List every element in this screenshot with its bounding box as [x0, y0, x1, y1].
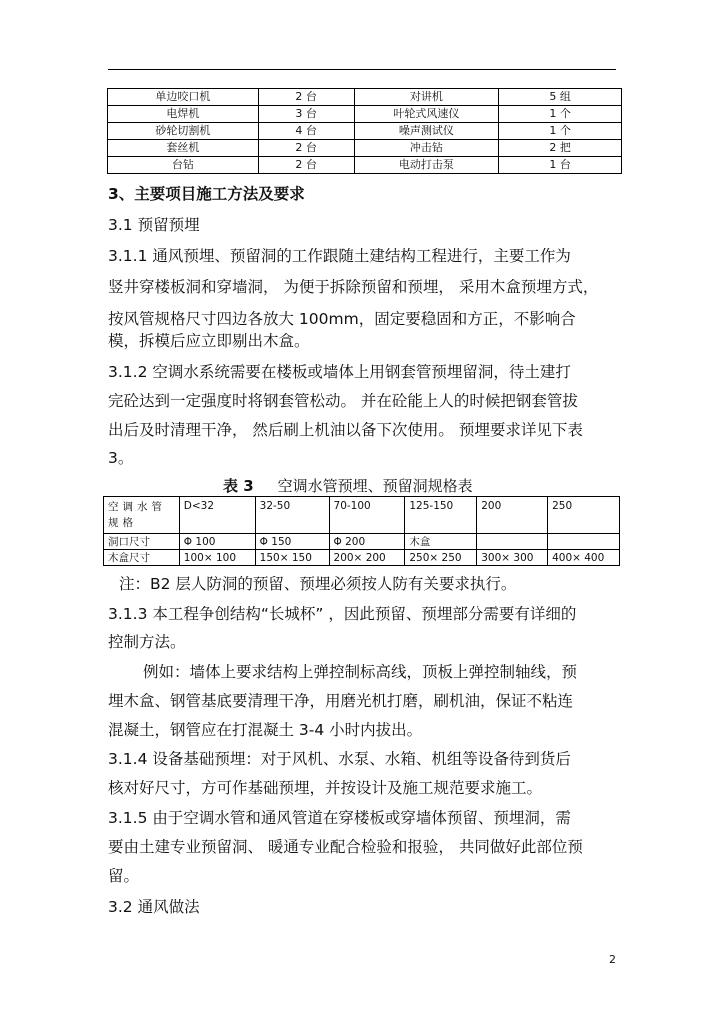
spec-table-row [104, 550, 620, 566]
table-cell: 噪声测试仪 [354, 123, 499, 140]
paragraph-line: 3.1.2 空调水系统需要在楼板或墙体上用钢套管预埋留洞，待土建打 [108, 363, 571, 381]
table-cell: 2 台 [258, 89, 354, 106]
table-cell: 5 组 [499, 89, 622, 106]
paragraph-line: 竖井穿楼板洞和穿墙洞， 为便于拆除预留和预埋， 采用木盒预埋方式， [108, 278, 599, 296]
table-cell: 150× 150 [255, 550, 329, 566]
paragraph-line: 按风管规格尺寸四边各放大 100mm，固定要稳固和方正，不影响合 [108, 310, 576, 328]
table-caption [223, 475, 473, 496]
spec-head-label: 空调水管规格 [104, 497, 180, 534]
table-cell: 200 [477, 497, 548, 534]
paragraph-line: 出后及时清理干净， 然后刷上机油以备下次使用。 预埋要求详见下表 [108, 421, 583, 439]
table-cell [548, 534, 620, 550]
table-cell: 单边咬口机 [108, 89, 259, 106]
header-rule [108, 69, 616, 70]
table-cell [477, 534, 548, 550]
table-cell: 400× 400 [548, 550, 620, 566]
subsection-heading: 3.2 通风做法 [108, 898, 200, 916]
table-cell: 电动打击泵 [354, 157, 499, 174]
table-cell: 300× 300 [477, 550, 548, 566]
table-cell: 2 台 [258, 157, 354, 174]
table-cell: D<32 [179, 497, 255, 534]
table-cell: 200× 200 [329, 550, 405, 566]
table-cell: 4 台 [258, 123, 354, 140]
paragraph-line: 埋木盒、钢管基底要清理干净，用磨光机打磨，刷机油，保证不粘连 [108, 692, 574, 710]
table-cell: Φ 200 [329, 534, 405, 550]
table-cell: 台钻 [108, 157, 259, 174]
table-cell: 2 把 [499, 140, 622, 157]
table-cell: 1 个 [499, 106, 622, 123]
paragraph-line: 混凝土，钢管应在打混凝土 3-4 小时内拔出。 [108, 721, 423, 739]
spec-table-row [104, 534, 620, 550]
table-cell: 250× 250 [405, 550, 477, 566]
table-cell: 木盒尺寸 [104, 550, 180, 566]
table-cell: 套丝机 [108, 140, 259, 157]
paragraph-line: 3。 [108, 449, 134, 467]
table-cell: 电焊机 [108, 106, 259, 123]
section-heading: 3、主要项目施工方法及要求 [108, 185, 305, 203]
spec-table-row [104, 497, 620, 534]
table-cell: 洞口尺寸 [104, 534, 180, 550]
paragraph-line: 模，拆模后应立即剔出木盒。 [108, 332, 310, 350]
table-cell: 125-150 [405, 497, 477, 534]
table-cell: 100× 100 [179, 550, 255, 566]
subsection-heading: 3.1 预留预埋 [108, 216, 200, 234]
table-cell: 砂轮切割机 [108, 123, 259, 140]
paragraph-line: 完砼达到一定强度时将钢套管松动。 并在砼能上人的时候把钢套管拔 [108, 392, 578, 410]
table-cell: 叶轮式风速仪 [354, 106, 499, 123]
table-cell: 对讲机 [354, 89, 499, 106]
table-cell: Φ 100 [179, 534, 255, 550]
equipment-table-row [108, 140, 622, 157]
table-cell: 1 个 [499, 123, 622, 140]
paragraph-line: 3.1.3 本工程争创结构“长城杯” ，因此预留、预埋部分需要有详细的 [108, 605, 577, 623]
table-caption-text: 空调水管预埋、预留洞规格表 [277, 477, 473, 495]
table-cell: 2 台 [258, 140, 354, 157]
paragraph-line: 控制方法。 [108, 633, 186, 651]
paragraph-line: 核对好尺寸，方可作基础预埋，并按设计及施工规范要求施工。 [108, 779, 543, 797]
table-cell: 70-100 [329, 497, 405, 534]
paragraph-line: 留。 [108, 867, 140, 885]
equipment-table-row [108, 89, 622, 106]
equipment-table-row [108, 157, 622, 174]
paragraph-line: 3.1.1 通风预埋、预留洞的工作跟随土建结构工程进行，主要工作为 [108, 247, 571, 265]
table-cell: 冲击钻 [354, 140, 499, 157]
table-cell: 32-50 [255, 497, 329, 534]
table-cell: 1 台 [499, 157, 622, 174]
table-cell: Φ 150 [255, 534, 329, 550]
paragraph-line: 要由土建专业预留洞、 暖通专业配合检验和报验， 共同做好此部位预 [108, 838, 583, 856]
spec-table [103, 496, 620, 566]
paragraph-line: 3.1.5 由于空调水管和通风管道在穿楼板或穿墙体预留、预埋洞，需 [108, 809, 571, 827]
paragraph-line: 3.1.4 设备基础预埋：对于风机、水泵、水箱、机组等设备待到货后 [108, 750, 571, 768]
equipment-table-row [108, 106, 622, 123]
table-cell: 木盒 [405, 534, 477, 550]
page-number: 2 [609, 953, 616, 966]
paragraph-line: 例如：墙体上要求结构上弹控制标高线，顶板上弹控制轴线，预 [143, 663, 578, 681]
equipment-table [107, 88, 622, 174]
table-cell: 250 [548, 497, 620, 534]
table-caption-number: 表 3 [223, 477, 254, 495]
equipment-table-row [108, 123, 622, 140]
note-line: 注：B2 层人防洞的预留、预埋必须按人防有关要求执行。 [119, 575, 517, 593]
table-cell: 3 台 [258, 106, 354, 123]
